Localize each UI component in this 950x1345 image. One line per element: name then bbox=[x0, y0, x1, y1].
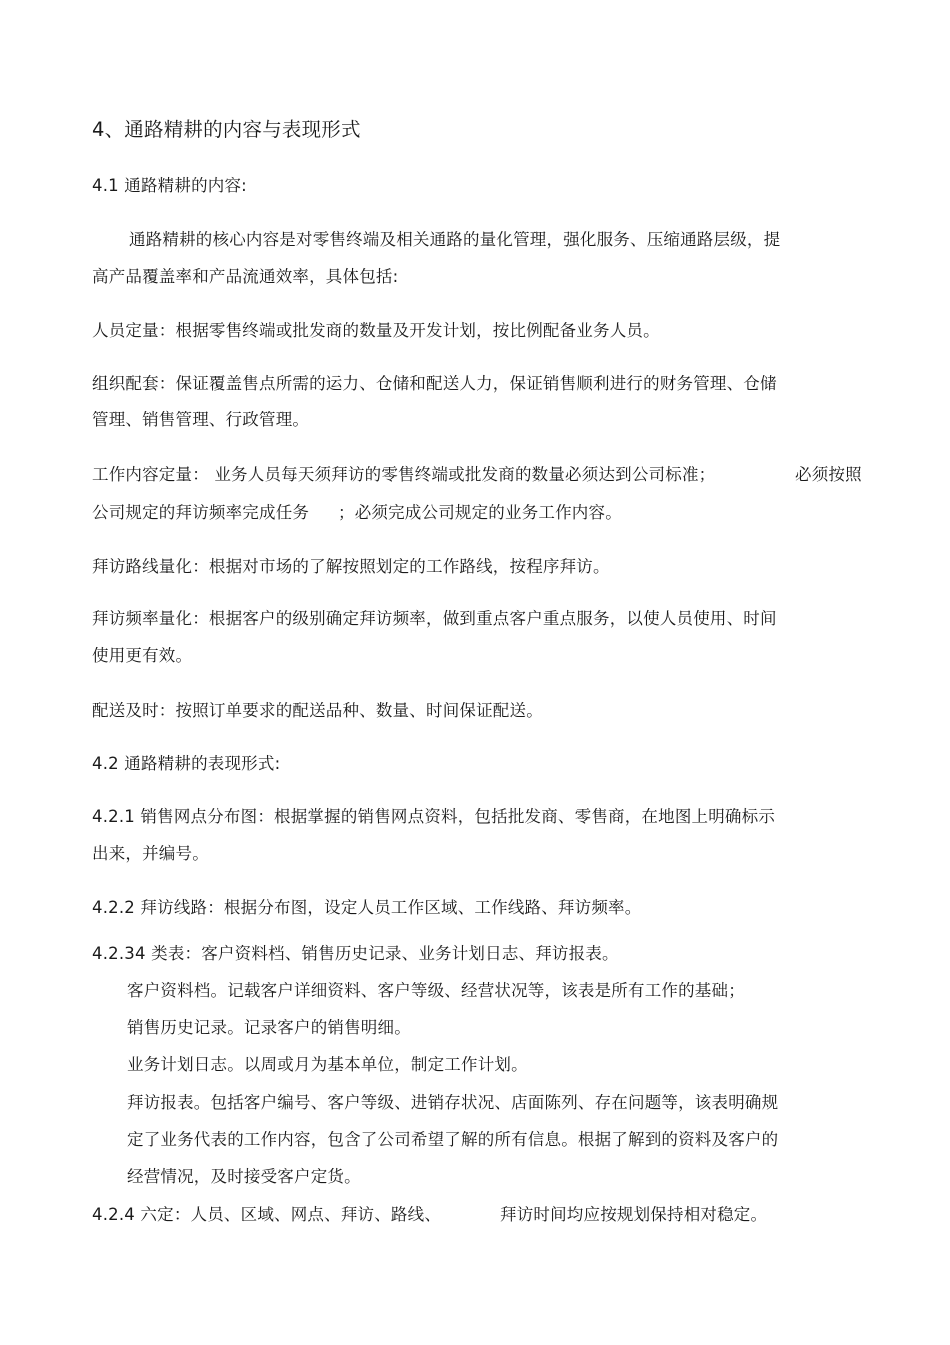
list-item-visit-report-line-1: 拜访报表。包括客户编号、客户等级、进销存状况、店面陈列、存在问题等，该表明确规 bbox=[127, 1093, 779, 1112]
item-frequency-line-2: 使用更有效。 bbox=[92, 646, 193, 665]
item-workload-line-2a: 公司规定的拜访频率完成任务 bbox=[92, 503, 310, 522]
list-item-business-plan: 业务计划日志。以周或月为基本单位，制定工作计划。 bbox=[127, 1055, 528, 1074]
section-4-2-2: 4.2.2 拜访线路：根据分布图，设定人员工作区域、工作线路、拜访频率。 bbox=[92, 898, 642, 917]
list-item-visit-report-line-2: 定了业务代表的工作内容，包含了公司希望了解的所有信息。根据了解到的资料及客户的 bbox=[127, 1130, 779, 1149]
section-4-2-1-line-2: 出来，并编号。 bbox=[92, 844, 209, 863]
section-heading-4-1: 4.1 通路精耕的内容: bbox=[92, 176, 247, 195]
section-4-2-34-heading: 4.2.34 类表：客户资料档、销售历史记录、业务计划日志、拜访报表。 bbox=[92, 944, 619, 963]
section-4-2-4-part-b: 拜访时间均应按规划保持相对稳定。 bbox=[500, 1205, 768, 1224]
item-organization-line-1: 组织配套：保证覆盖售点所需的运力、仓储和配送人力，保证销售顺利进行的财务管理、仓储 bbox=[92, 374, 777, 393]
section-heading-4-2: 4.2 通路精耕的表现形式: bbox=[92, 754, 281, 773]
item-workload-line-1a: 工作内容定量： 业务人员每天须拜访的零售终端或批发商的数量必须达到公司标准； bbox=[92, 465, 716, 484]
list-item-customer-file: 客户资料档。记载客户详细资料、客户等级、经营状况等，该表是所有工作的基础； bbox=[127, 981, 745, 1000]
item-staffing: 人员定量：根据零售终端或批发商的数量及开发计划，按比例配备业务人员。 bbox=[92, 321, 660, 340]
section-4-2-4-part-a: 4.2.4 六定：人员、区域、网点、拜访、路线、 bbox=[92, 1205, 442, 1224]
list-item-visit-report-line-3: 经营情况，及时接受客户定货。 bbox=[127, 1167, 361, 1186]
list-item-sales-history: 销售历史记录。记录客户的销售明细。 bbox=[127, 1018, 411, 1037]
item-route: 拜访路线量化：根据对市场的了解按照划定的工作路线，按程序拜访。 bbox=[92, 557, 610, 576]
item-workload-line-2b: ；必须完成公司规定的业务工作内容。 bbox=[338, 503, 622, 522]
section-4-2-1-line-1: 4.2.1 销售网点分布图：根据掌握的销售网点资料，包括批发商、零售商，在地图上明确标示 bbox=[92, 807, 776, 826]
item-organization-line-2: 管理、销售管理、行政管理。 bbox=[92, 410, 310, 429]
intro-paragraph-line-1: 通路精耕的核心内容是对零售终端及相关通路的量化管理，强化服务、压缩通路层级，提 bbox=[129, 230, 781, 249]
page-title: 4、通路精耕的内容与表现形式 bbox=[92, 118, 361, 141]
item-frequency-line-1: 拜访频率量化：根据客户的级别确定拜访频率，做到重点客户重点服务，以使人员使用、时间 bbox=[92, 609, 777, 628]
item-delivery: 配送及时：按照订单要求的配送品种、数量、时间保证配送。 bbox=[92, 701, 543, 720]
item-workload-line-1b: 必须按照 bbox=[795, 465, 862, 484]
intro-paragraph-line-2: 高产品覆盖率和产品流通效率，具体包括: bbox=[92, 267, 399, 286]
